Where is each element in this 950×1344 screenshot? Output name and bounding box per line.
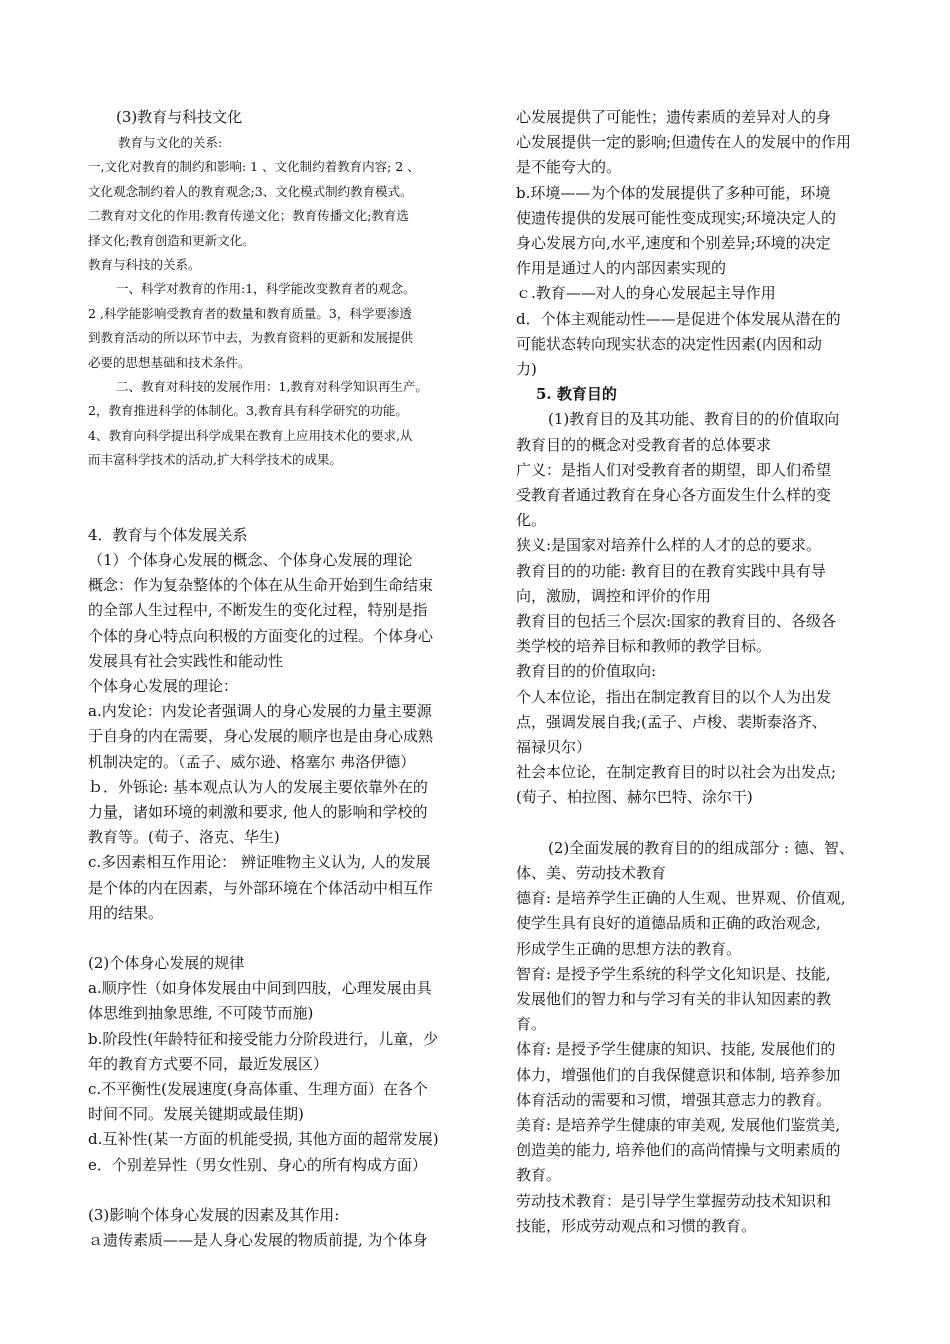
- concept-line: 的全部人生过程中, 不断发生的变化过程，特别是指: [88, 601, 428, 620]
- law-line: a.顺序性（如身体发展由中间到四肢，心理发展由具: [88, 979, 432, 998]
- edu-line: 使学生具有良好的道德品质和正确的政治观念,: [516, 914, 821, 933]
- aim-line: 受教育者通过教育在身心各方面发生什么样的变: [516, 486, 832, 505]
- theory-line: 教育等。(荀子、洛克、华生): [88, 828, 280, 847]
- tech-paragraph-line: 而丰富科学技术的活动,扩大科学技术的成果。: [88, 452, 342, 468]
- tech-paragraph-line: 4、教育向科学提出科学成果在教育上应用技术化的要求,从: [88, 427, 413, 443]
- theory-line: 用的结果。: [88, 903, 164, 922]
- section3-title: (3)教育与科技文化: [116, 108, 243, 126]
- tech-paragraph-line: 2，教育推进科学的体制化。3,教育具有科学研究的功能。: [88, 403, 408, 419]
- subsection-title: (2)个体身心发展的规律: [88, 953, 245, 972]
- tech-paragraph-line: 到教育活动的所以环节中去，为教育资料的更新和发展提供: [88, 330, 414, 346]
- aim-line: 福禄贝尔）: [516, 738, 592, 757]
- tech-paragraph-line: 一、科学对教育的作用:1，科学能改变教育者的观念。: [116, 281, 416, 297]
- aim-line: (荀子、柏拉图、赫尔巴特、涂尔干): [516, 788, 753, 807]
- edu-line: 发展他们的智力和与学习有关的非认知因素的教: [516, 989, 832, 1008]
- subsection-title: (3)影响个体身心发展的因素及其作用:: [88, 1205, 340, 1224]
- section5-title: 5. 教育目的: [536, 385, 617, 404]
- factor-line: 心发展提供一定的影响;但遗传在人的发展中的作用: [516, 133, 852, 152]
- aim-line: 教育目的包括三个层次:国家的教育目的、各级各: [516, 612, 837, 631]
- tech-paragraph-line: 2 ,科学能影响受教育者的数量和教育质量。3，科学要渗透: [88, 305, 412, 321]
- law-line: 年的教育方式要不同，最近发展区）: [88, 1054, 329, 1073]
- theory-line: ｂ．外铄论: 基本观点认为人的发展主要依靠外在的: [88, 777, 428, 796]
- subsection-title: 体、美、劳动技术教育: [516, 863, 667, 882]
- left-column: [88, 103, 466, 1253]
- culture-paragraph-line: 二教育对文化的作用:教育传递文化；教育传播文化;教育选: [88, 208, 409, 224]
- theory-title: 个体身心发展的理论：: [88, 676, 239, 695]
- spacer: [88, 926, 466, 951]
- aim-line: 教育目的的功能: 教育目的在教育实践中具有导: [516, 561, 826, 580]
- section4-title: 4．教育与个体发展关系: [88, 525, 248, 544]
- concept-line: 发展具有社会实践性和能动性: [88, 651, 284, 670]
- edu-line: 体育: 是授予学生健康的知识、技能, 发展他们的: [516, 1040, 836, 1059]
- law-line: 体思维到抽象思维, 不可陵节而施): [88, 1004, 314, 1023]
- value-title: 教育目的的价值取向:: [516, 662, 657, 681]
- aim-line: 狭义:是国家对培养什么样的人才的总的要求。: [516, 536, 822, 555]
- edu-line: 体力，增强他们的自我保健意识和体制, 培养参加: [516, 1065, 841, 1084]
- law-line: d.互补性(某一方面的机能受损, 其他方面的超常发展): [88, 1130, 439, 1149]
- factor-line: 力): [516, 360, 537, 379]
- aim-line: 个人本位论，指出在制定教育目的以个人为出发: [516, 687, 832, 706]
- concept-line: 概念：作为复杂整体的个体在从生命开始到生命结束: [88, 576, 434, 595]
- edu-line: 形成学生正确的思想方法的教育。: [516, 939, 742, 958]
- factor-line: 是不能夸大的。: [516, 158, 622, 177]
- factor-line: ａ遗传素质——是人身心发展的物质前提, 为个体身: [88, 1230, 428, 1249]
- culture-paragraph-line: 文化观念制约着人的教育观念;3、文化模式制约教育模式。: [88, 183, 413, 199]
- aim-concept: 教育目的的概念对受教育者的总体要求: [516, 435, 772, 454]
- law-line: c.不平衡性(发展速度(身高体重、生理方面）在各个: [88, 1079, 428, 1098]
- factor-line: 作用是通过人的内部因素实现的: [516, 259, 727, 278]
- theory-line: a.内发论：内发论者强调人的身心发展的力量主要源: [88, 702, 432, 721]
- law-line: 时间不同。发展关键期或最佳期): [88, 1105, 304, 1124]
- tech-paragraph-line: 二、教育对科技的发展作用：1,教育对科学知识再生产。: [116, 379, 428, 395]
- aim-line: 向，激励，调控和评价的作用: [516, 586, 712, 605]
- law-line: e．个别差异性（男女性别、身心的所有构成方面）: [88, 1155, 427, 1174]
- edu-line: 教育。: [516, 1166, 562, 1185]
- culture-paragraph-line: 择文化;教育创造和更新文化。: [88, 232, 255, 248]
- factor-line: 可能状态转向现实状态的决定性因素(内因和动: [516, 334, 822, 353]
- culture-paragraph-line: 一,文化对教育的制约和影响: 1 、文化制约着教育内容; 2 、: [88, 159, 420, 175]
- edu-line: 劳动技术教育：是引导学生掌握劳动技术知识和: [516, 1191, 832, 1210]
- tech-intro: 教育与科技的关系。: [88, 257, 201, 273]
- law-line: b.阶段性(年龄特征和接受能力分阶段进行，儿童，少: [88, 1029, 439, 1048]
- aim-line: 点，强调发展自我;(孟子、卢梭、裴斯泰洛齐、: [516, 712, 827, 731]
- subsection-title: (1)教育目的及其功能、教育目的的价值取向: [548, 410, 840, 429]
- edu-line: 德育: 是培养学生正确的人生观、世界观、价值观,: [516, 889, 846, 908]
- factor-line: 身心发展方向,水平,速度和个别差异;环境的决定: [516, 234, 831, 253]
- factor-line: 心发展提供了可能性；遗传素质的差异对人的身: [516, 108, 832, 126]
- tech-paragraph-line: 必要的思想基础和技术条件。: [88, 354, 251, 370]
- subsection-title: （1）个体身心发展的概念、个体身心发展的理论: [88, 550, 413, 569]
- aim-line: 广义：是指人们对受教育者的期望，即人们希望: [516, 460, 832, 479]
- edu-line: 体育活动的需要和习惯，增强其意志力的教育。: [516, 1090, 832, 1109]
- spacer: [516, 811, 866, 836]
- theory-line: 机制决定的。（孟子、威尔逊、格塞尔 弗洛伊德）: [88, 752, 416, 771]
- culture-intro: 教育与文化的关系:: [118, 135, 223, 150]
- aim-line: 类学校的培养目标和教师的教学目标。: [516, 637, 772, 656]
- right-column: [516, 105, 866, 1239]
- aim-line: 化。: [516, 511, 547, 530]
- theory-line: 于自身的内在需要，身心发展的顺序也是由身心成熟: [88, 727, 434, 746]
- factor-line: ｃ.教育——对人的身心发展起主导作用: [516, 284, 776, 303]
- edu-line: 智育: 是授予学生系统的科学文化知识是、技能,: [516, 964, 831, 983]
- factor-line: d．个体主观能动性——是促进个体发展从潜在的: [516, 309, 841, 328]
- theory-line: c.多因素相互作用论： 辨证唯物主义认为, 人的发展: [88, 853, 431, 872]
- theory-line: 是个体的内在因素，与外部环境在个体活动中相互作: [88, 878, 434, 897]
- edu-line: 育。: [516, 1015, 547, 1034]
- aim-line: 社会本位论，在制定教育目的时以社会为出发点;: [516, 763, 837, 782]
- concept-line: 个体的身心特点向积极的方面变化的过程。个体身心: [88, 626, 434, 645]
- edu-line: 创造美的能力, 培养他们的高尚情操与文明素质的: [516, 1141, 841, 1160]
- spacer: [88, 1178, 466, 1203]
- edu-line: 美育: 是培养学生健康的审美观, 发展他们鉴赏美,: [516, 1115, 841, 1134]
- factor-line: b.环境——为个体的发展提供了多种可能，环境: [516, 183, 831, 202]
- theory-line: 力量，诸如环境的刺激和要求, 他人的影响和学校的: [88, 802, 428, 821]
- spacer: [88, 473, 466, 523]
- subsection-title: (2)全面发展的教育目的的组成部分 : 德、智、: [548, 838, 854, 857]
- factor-line: 使遗传提供的发展可能性变成现实;环境决定人的: [516, 208, 837, 227]
- edu-line: 技能，形成劳动观点和习惯的教育。: [516, 1216, 757, 1235]
